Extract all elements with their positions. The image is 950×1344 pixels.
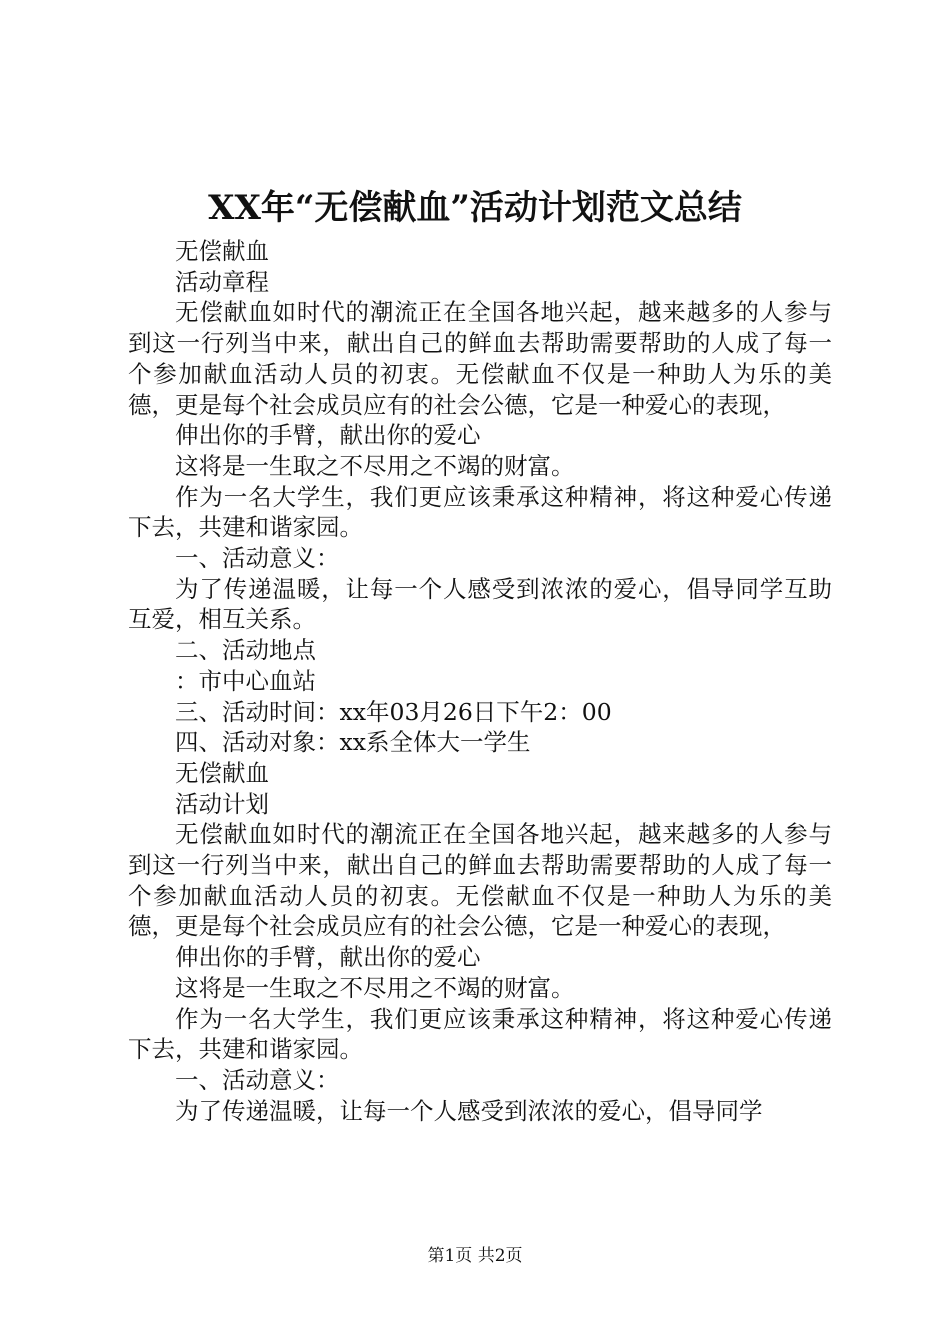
paragraph: 伸出你的手臂，献出你的爱心 xyxy=(175,421,481,450)
paragraph: 无偿献血如时代的潮流正在全国各地兴起，越来越多的人参与到这一行列当中来，献出自己的鲜血去帮助需要帮助的人成了每一个参加献血活动人员的初衷。无偿献血不仅是一种助人为乐的美德，更是每个社会成员应有的社会公德，它是一种爱心的表现， xyxy=(128,820,832,941)
paragraph: 为了传递温暖，让每一个人感受到浓浓的爱心，倡导同学互助互爱，相互关系。 xyxy=(128,574,832,634)
section-heading: 二、活动地点 xyxy=(175,636,316,665)
section-heading: 三、活动时间：xx年03月26日下午2：00 xyxy=(175,697,612,726)
paragraph: ：市中心血站 xyxy=(175,666,316,695)
section-heading: 一、活动意义： xyxy=(175,544,340,573)
paragraph: 活动计划 xyxy=(175,789,269,818)
paragraph: 伸出你的手臂，献出你的爱心 xyxy=(175,943,481,972)
page-footer: 第1页 共2页 xyxy=(427,1246,523,1266)
paragraph: 作为一名大学生，我们更应该秉承这种精神，将这种爱心传递下去，共建和谐家园。 xyxy=(128,482,832,542)
paragraph: 无偿献血如时代的潮流正在全国各地兴起，越来越多的人参与到这一行列当中来，献出自己的鲜血去帮助需要帮助的人成了每一个参加献血活动人员的初衷。无偿献血不仅是一种助人为乐的美德，更是每个社会成员应有的社会公德，它是一种爱心的表现， xyxy=(128,298,832,419)
section-heading: 四、活动对象：xx系全体大一学生 xyxy=(175,728,531,757)
paragraph: 这将是一生取之不尽用之不竭的财富。 xyxy=(175,973,575,1002)
paragraph: 作为一名大学生，我们更应该秉承这种精神，将这种爱心传递下去，共建和谐家园。 xyxy=(128,1004,832,1064)
document-title: XX年“无偿献血”活动计划范文总结 xyxy=(208,188,742,228)
paragraph: 无偿献血 xyxy=(175,758,269,787)
paragraph: 为了传递温暖，让每一个人感受到浓浓的爱心，倡导同学 xyxy=(175,1096,763,1125)
paragraph: 活动章程 xyxy=(175,267,269,296)
paragraph: 这将是一生取之不尽用之不竭的财富。 xyxy=(175,451,575,480)
section-heading: 一、活动意义： xyxy=(175,1065,340,1094)
document-body xyxy=(128,236,832,1126)
paragraph: 无偿献血 xyxy=(175,237,269,265)
